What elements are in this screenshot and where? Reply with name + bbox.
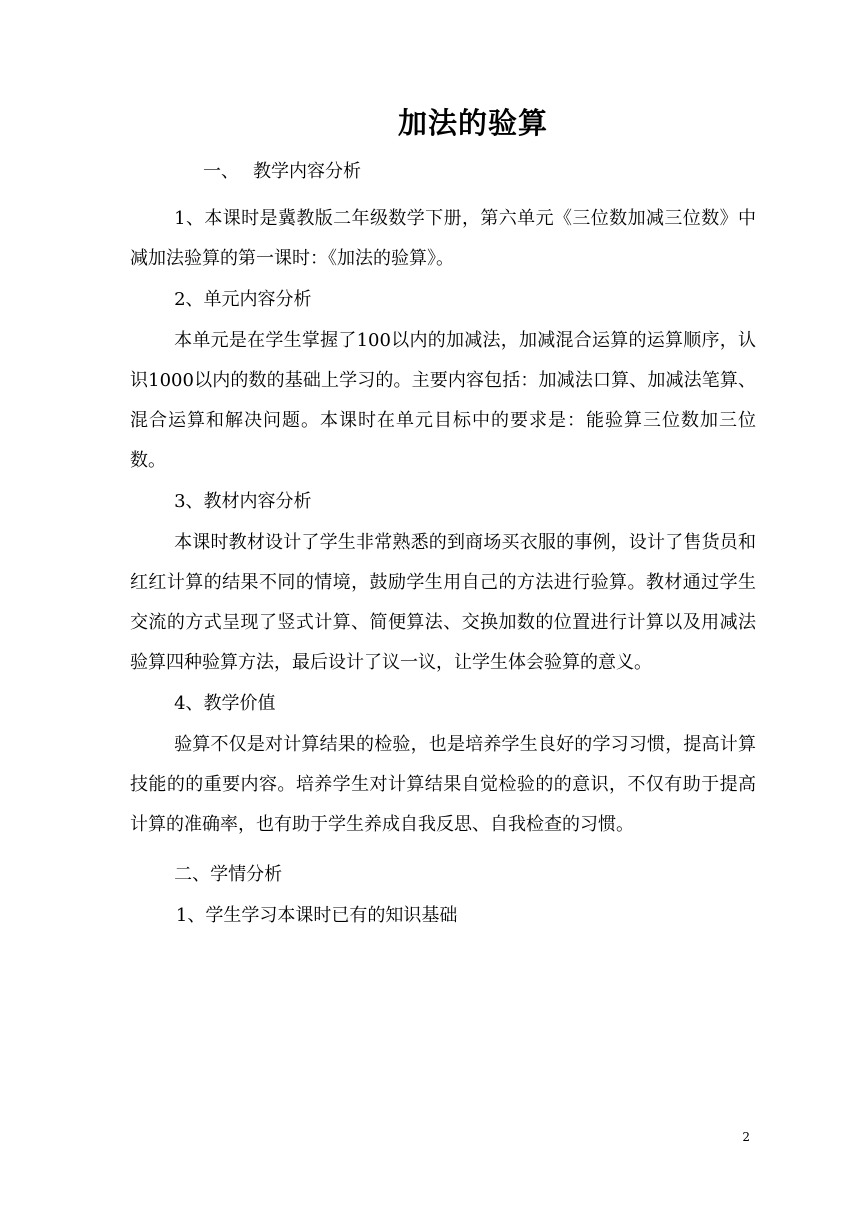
section-one-title: 教学内容分析 [253, 161, 361, 182]
paragraph-teaching-value: 验算不仅是对计算结果的检验，也是培养学生良好的学习习惯，提高计算技能的的重要内容。培养学生对计算结果自觉检验的的意识，不仅有助于提高计算的准确率，也有助于学生养成自我反思、自我检查的习惯。 [130, 734, 756, 835]
heading-teaching-value: 4、教学价值 [174, 693, 276, 714]
paragraph-textbook-analysis: 本课时教材设计了学生非常熟悉的到商场买衣服的事例，设计了售货员和红红计算的结果不同的情境，鼓励学生用自己的方法进行验算。教材通过学生交流的方式呈现了竖式计算、简便算法、交换加数的位置进行计算以及用减法验算四种验算方法，最后设计了议一议，让学生体会验算的意义。 [130, 532, 756, 673]
heading-textbook-analysis: 3、教材内容分析 [174, 491, 312, 512]
heading-unit-analysis: 2、单元内容分析 [174, 289, 312, 310]
heading-prior-knowledge: 1、学生学习本课时已有的知识基础 [175, 905, 458, 926]
paragraph-lesson-position: 1、本课时是冀教版二年级数学下册，第六单元《三位数加减三位数》中减加法验算的第一课时：《加法的验算》。 [130, 208, 756, 269]
document-title: 加法的验算 [397, 106, 548, 140]
heading-student-analysis: 二、学情分析 [174, 864, 283, 885]
page-number: 2 [742, 1130, 750, 1144]
section-one-heading [203, 158, 361, 186]
document-body [130, 199, 756, 936]
section-one-number: 一、 [203, 161, 239, 182]
paragraph-unit-analysis: 本单元是在学生掌握了100以内的加减法，加减混合运算的运算顺序，认识1000以内的数的基础上学习的。主要内容包括：加减法口算、加减法笔算、混合运算和解决问题。本课时在单元目标中的要求是：能验算三位数加三位数。 [130, 330, 756, 471]
